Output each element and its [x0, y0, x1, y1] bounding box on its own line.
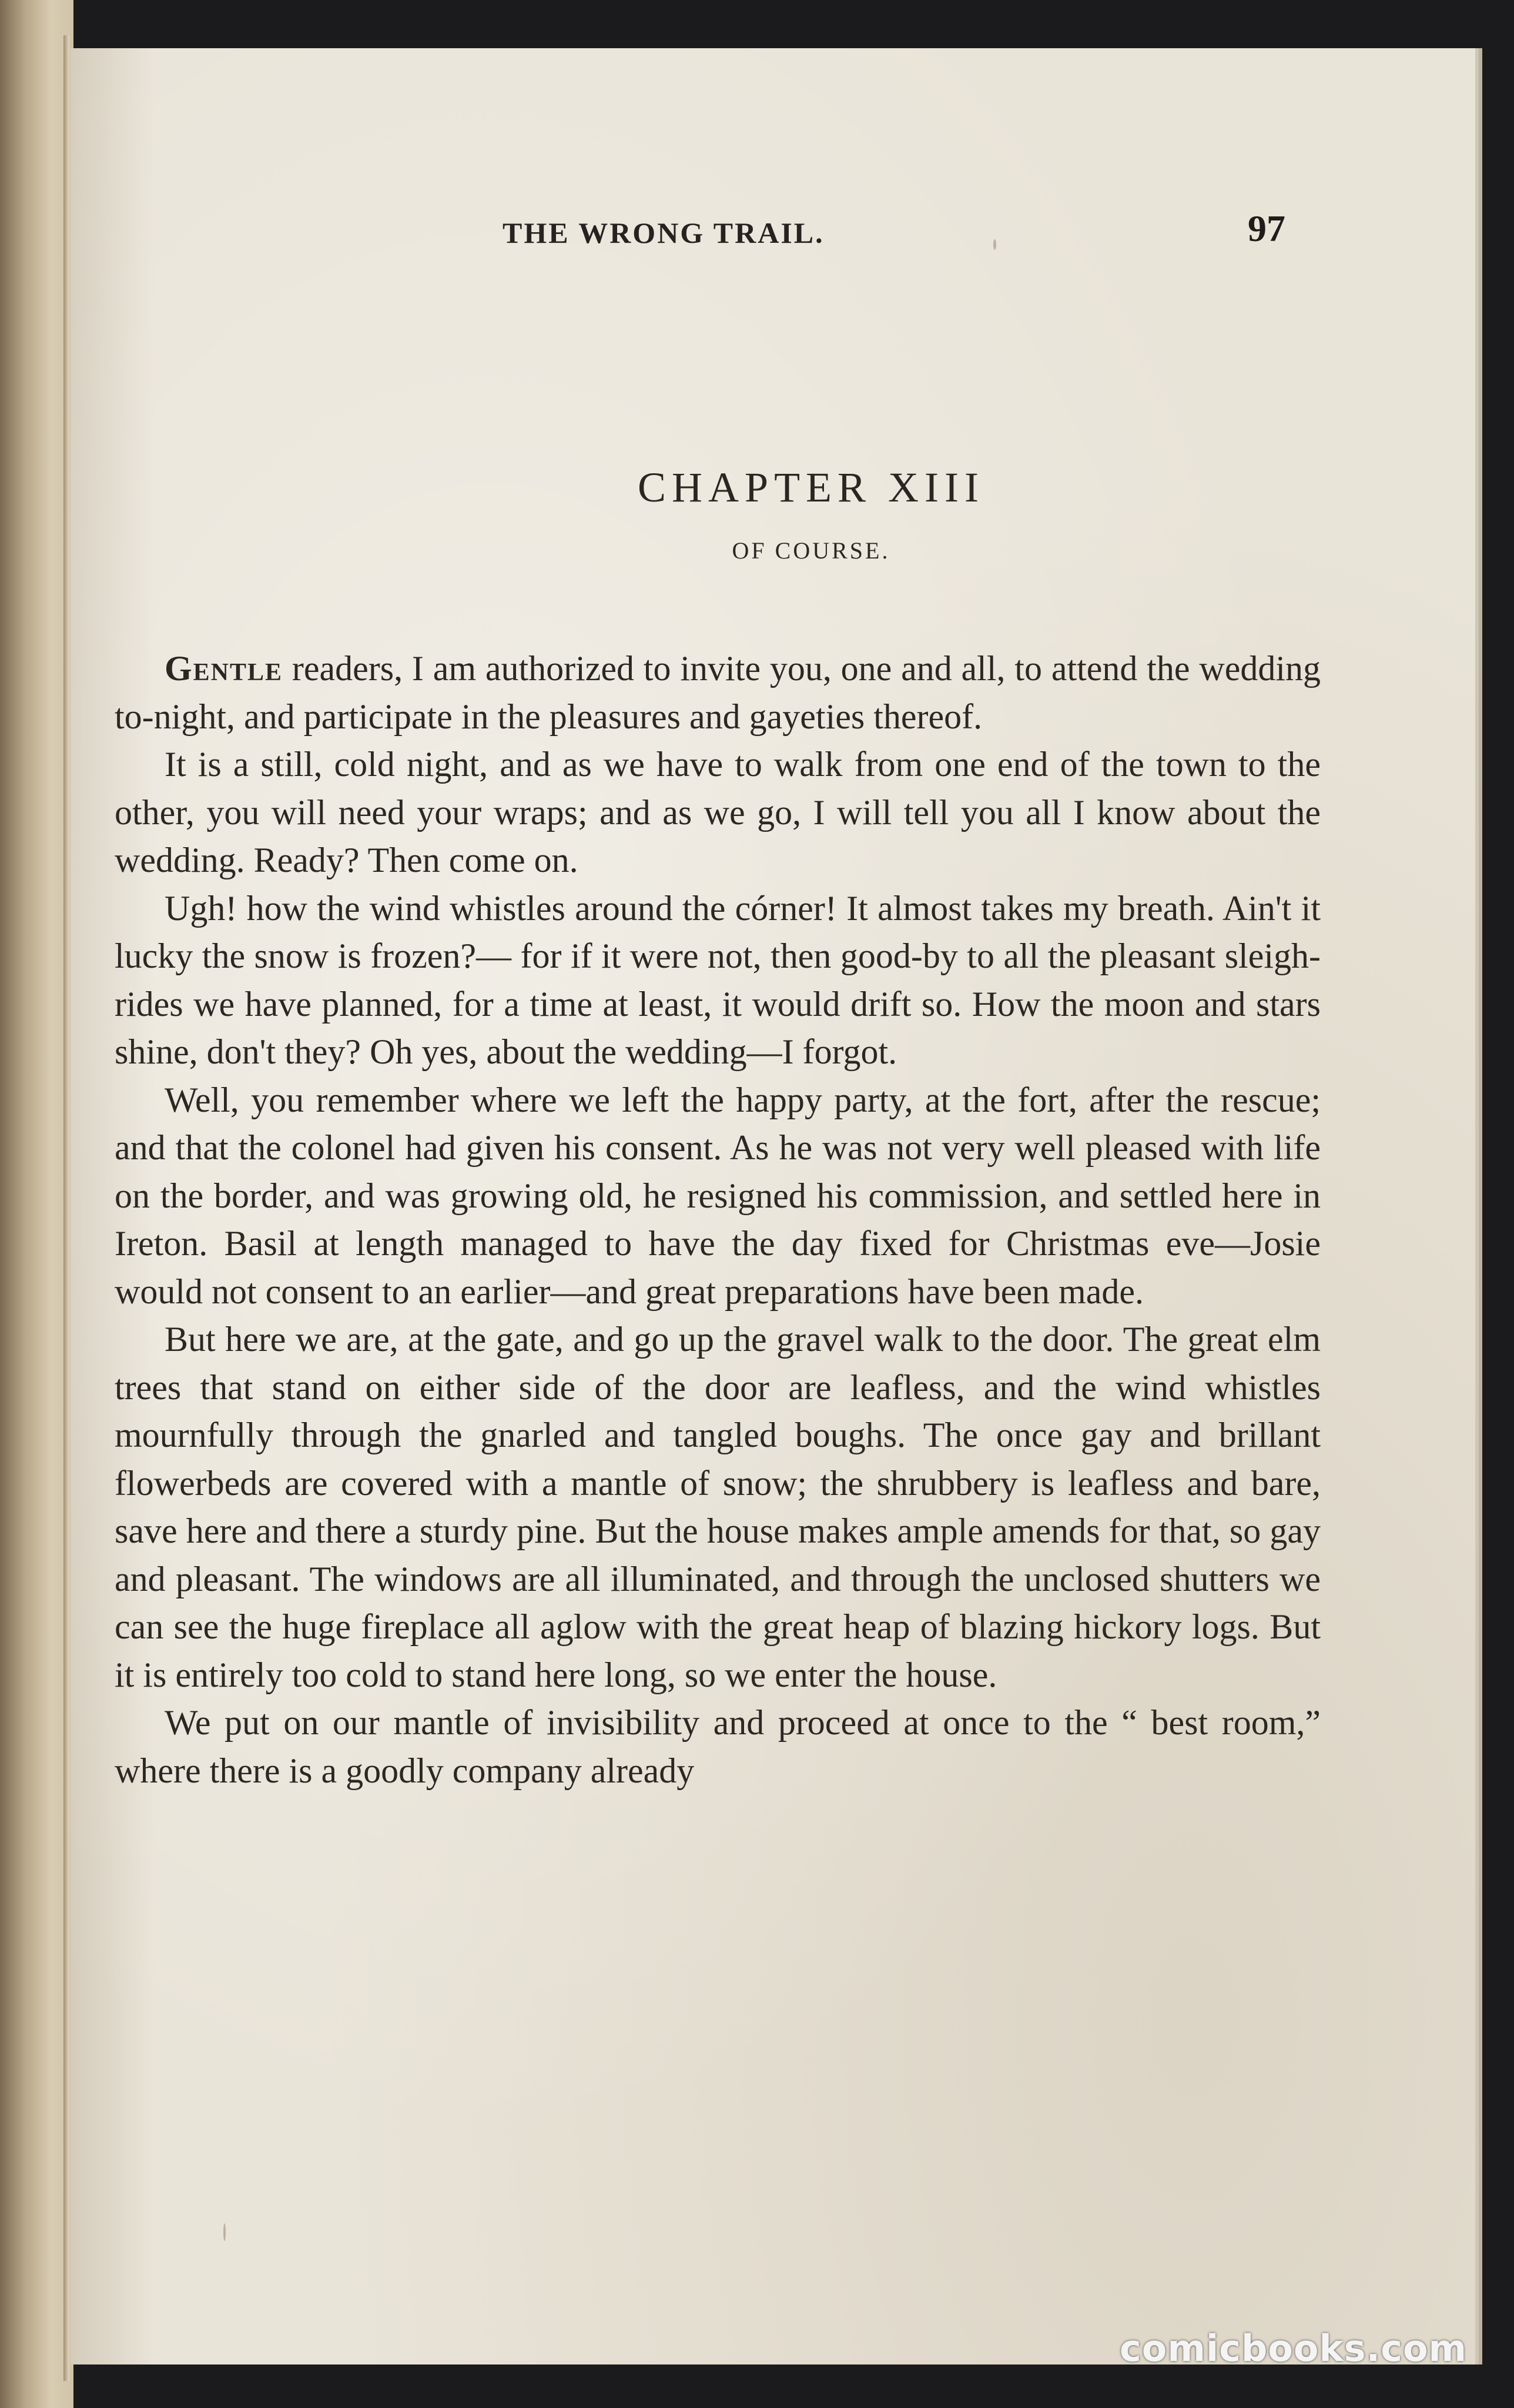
book-spine	[0, 0, 73, 2408]
chapter-subtitle: OF COURSE.	[732, 537, 890, 564]
page-edge	[63, 35, 69, 2381]
paragraph	[115, 645, 1321, 741]
chapter-body	[115, 645, 1321, 1795]
page-number: 97	[1248, 208, 1285, 249]
paragraph: It is a still, cold night, and as we have to walk from one end of the town to the other, you will need your wraps; and as we go, I will tell you all I know about the wedding. Ready? Then come on.	[115, 745, 1321, 879]
chapter-title: CHAPTER XIII	[638, 464, 984, 511]
lead-word: Gentle	[165, 649, 283, 688]
paragraph: Ugh! how the wind whistles around the córner! It almost takes my breath. Ain't it lucky the snow is frozen?— for if it were not, then good-by to all the pleasant sleigh-rides we have planned, for a time at least, it would drift so. How the moon and stars shine, don't they? Oh yes, about the wedding—I forgot.	[115, 888, 1321, 1071]
paragraph: We put on our mantle of invisibility and proceed at once to the “ best room,” where there is a goodly company already	[115, 1703, 1321, 1790]
paragraph: Well, you remember where we left the happy party, at the fort, after the rescue; and that the colonel had given his consent. As he was not very well pleased with life on the border, and was growing old, he resigned his commission, and settled here in Ireton. Basil at length managed to have the day fixed for Christmas eve—Josie would not consent to an earlier—and great preparations have been made.	[115, 1080, 1321, 1311]
page-header	[71, 172, 1475, 249]
running-title: THE WRONG TRAIL.	[503, 216, 825, 249]
paper-speck	[993, 239, 996, 250]
book-page	[71, 48, 1475, 2364]
paper-speck	[223, 2223, 226, 2241]
paragraph: But here we are, at the gate, and go up the gravel walk to the door. The great elm trees that stand on either side of the door are leafless, and the wind whistles mournfully through the gnarled and tangled boughs. The once gay and brillant flowerbeds are covered with a mantle of snow; the shrubbery is leafless and bare, save here and there a sturdy pine. But the house makes ample amends for that, so gay and pleasant. The windows are all illuminated, and through the unclosed shutters we can see the huge fireplace all aglow with the great heap of blazing hickory logs. But it is entirely too cold to stand here long, so we enter the house.	[115, 1320, 1321, 1694]
paragraph-text: readers, I am authorized to invite you, one and all, to attend the wedding to-night, and participate in the pleasures and gayeties thereof.	[115, 649, 1321, 736]
watermark: comicbooks.com	[1120, 2327, 1468, 2370]
